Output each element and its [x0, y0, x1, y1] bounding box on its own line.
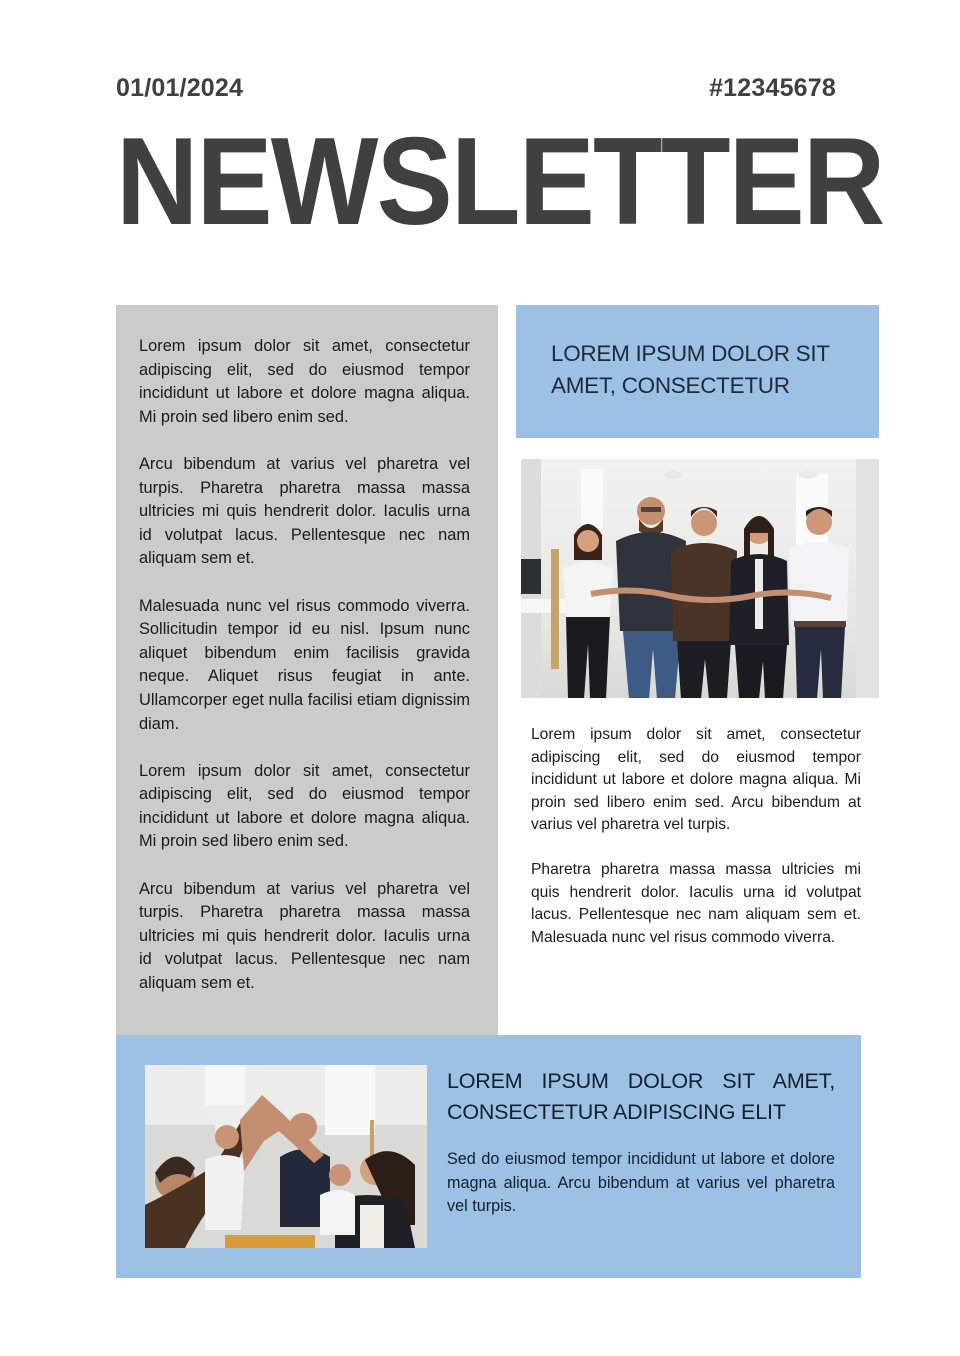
- feature-body: Sed do eiusmod tempor incididunt ut labore et dolore magna aliqua. Arcu bibendum at varius vel pharetra vel turpis.: [447, 1150, 835, 1215]
- right-paragraph: Pharetra pharetra massa massa ultricies mi quis hendrerit dolor. Iaculis urna id volutpat lacus. Pellentesque nec nam aliquam sem et. Malesuada nunc vel risus commodo viverra.: [531, 861, 861, 946]
- newsletter-title: NEWSLETTER: [116, 113, 884, 251]
- feature-photo: [145, 1065, 427, 1248]
- left-column-text: [139, 335, 470, 1019]
- left-paragraph: Lorem ipsum dolor sit amet, consectetur adipiscing elit, sed do eiusmod tempor incididunt ut labore et dolore magna aliqua. Mi proin sed libero enim sed.: [139, 337, 470, 426]
- team-photo: [521, 459, 879, 698]
- left-paragraph: Arcu bibendum at varius vel pharetra vel turpis. Pharetra pharetra massa massa ultricies mi quis hendrerit dolor. Iaculis urna id volutpat lacus. Pellentesque nec nam aliquam sem et.: [139, 879, 470, 993]
- headline-text: LOREM IPSUM DOLOR SIT AMET, CONSECTETUR: [551, 341, 830, 398]
- feature-box: [116, 1035, 861, 1278]
- feature-title: LOREM IPSUM DOLOR SIT AMET, CONSECTETUR ADIPISCING ELIT: [447, 1069, 835, 1124]
- right-column-text: [531, 724, 861, 972]
- left-column: [116, 305, 498, 1035]
- feature-photo-image: [145, 1065, 427, 1248]
- headline-box: [516, 305, 879, 438]
- issue-date: 01/01/2024: [116, 74, 244, 102]
- left-paragraph: Malesuada nunc vel risus commodo viverra. Sollicitudin tempor id eu nisl. Ipsum nunc aliquet bibendum enim facilisis gravida neque. Aliquet risus feugiat in ante. Ullamcorper eget nulla facilisi etiam dignissim diam.: [139, 596, 470, 733]
- right-paragraph: Lorem ipsum dolor sit amet, consectetur adipiscing elit, sed do eiusmod tempor incididunt ut labore et dolore magna aliqua. Mi proin sed libero enim sed. Arcu bibendum at varius vel pharetra vel turpis.: [531, 726, 861, 833]
- left-paragraph: Arcu bibendum at varius vel pharetra vel turpis. Pharetra pharetra massa massa ultricies mi quis hendrerit dolor. Iaculis urna id volutpat lacus. Pellentesque nec nam aliquam sem et.: [139, 454, 470, 568]
- issue-number: #12345678: [709, 74, 836, 102]
- team-photo-image: [521, 459, 879, 698]
- left-paragraph: Lorem ipsum dolor sit amet, consectetur adipiscing elit, sed do eiusmod tempor incididunt ut labore et dolore magna aliqua. Mi proin sed libero enim sed.: [139, 761, 470, 851]
- feature-text: [447, 1066, 835, 1219]
